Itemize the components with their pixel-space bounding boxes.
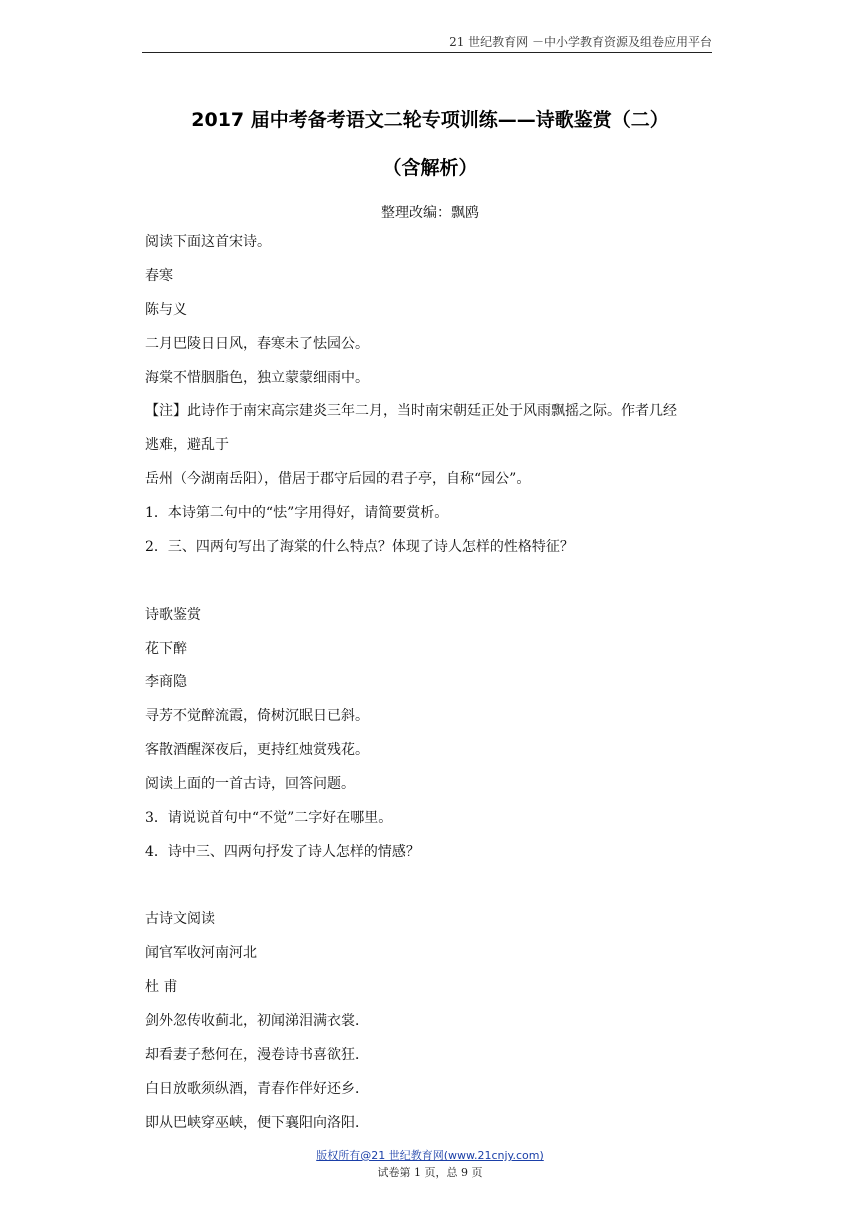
body-line: 杜 甫 xyxy=(145,979,178,995)
body-line: 阅读下面这首宋诗。 xyxy=(145,234,271,250)
page-number: 试卷第 1 页，总 9 页 xyxy=(377,1166,483,1179)
body-line: 陈与义 xyxy=(145,302,187,318)
title-line-1: 2017 届中考备考语文二轮专项训练——诗歌鉴赏（二） xyxy=(191,109,669,131)
question-1: 1．本诗第二句中的“怯”字用得好，请简要赏析。 xyxy=(145,505,449,521)
section-heading: 诗歌鉴赏 xyxy=(145,607,201,623)
question-3: 3．请说说首句中“不觉”二字好在哪里。 xyxy=(145,810,393,826)
body-line: 剑外忽传收蓟北，初闻涕泪满衣裳． xyxy=(145,1013,369,1029)
body-line: 李商隐 xyxy=(145,674,187,690)
body-line: 海棠不惜胭脂色，独立蒙蒙细雨中。 xyxy=(145,370,369,386)
question-2: 2．三、四两句写出了海棠的什么特点？体现了诗人怎样的性格特征？ xyxy=(145,539,574,555)
compiler-credit: 整理改编：飘鸥 xyxy=(381,205,479,221)
body-line: 却看妻子愁何在，漫卷诗书喜欲狂． xyxy=(145,1047,369,1063)
question-4: 4．诗中三、四两句抒发了诗人怎样的情感？ xyxy=(145,844,420,860)
document-title xyxy=(120,96,740,192)
body-line: 闻官军收河南河北 xyxy=(145,945,257,961)
copyright-link[interactable]: 版权所有@21 世纪教育网(www.21cnjy.com) xyxy=(316,1149,544,1162)
body-line: 白日放歌须纵酒，青春作伴好还乡． xyxy=(145,1081,369,1097)
body-line: 寻芳不觉醉流霞，倚树沉眠日已斜。 xyxy=(145,708,369,724)
body-line: 【注】此诗作于南宋高宗建炎三年二月，当时南宋朝廷正处于风雨飘摇之际。作者几经 xyxy=(145,403,677,419)
body-line: 阅读上面的一首古诗，回答问题。 xyxy=(145,776,355,792)
body-line: 客散酒醒深夜后，更持红烛赏残花。 xyxy=(145,742,369,758)
body-line: 逃难，避乱于 xyxy=(145,437,229,453)
body-line: 春寒 xyxy=(145,268,173,284)
body-line: 岳州（今湖南岳阳），借居于郡守后园的君子亭，自称“园公”。 xyxy=(145,471,531,487)
title-line-2: （含解析） xyxy=(382,157,478,179)
body-line: 即从巴峡穿巫峡，便下襄阳向洛阳． xyxy=(145,1115,369,1131)
body-line: 二月巴陵日日风，春寒未了怯园公。 xyxy=(145,336,369,352)
body-line: 花下醉 xyxy=(145,641,187,657)
section-heading: 古诗文阅读 xyxy=(145,911,215,927)
page-header: 21 世纪教育网 －中小学教育资源及组卷应用平台 xyxy=(142,32,712,53)
